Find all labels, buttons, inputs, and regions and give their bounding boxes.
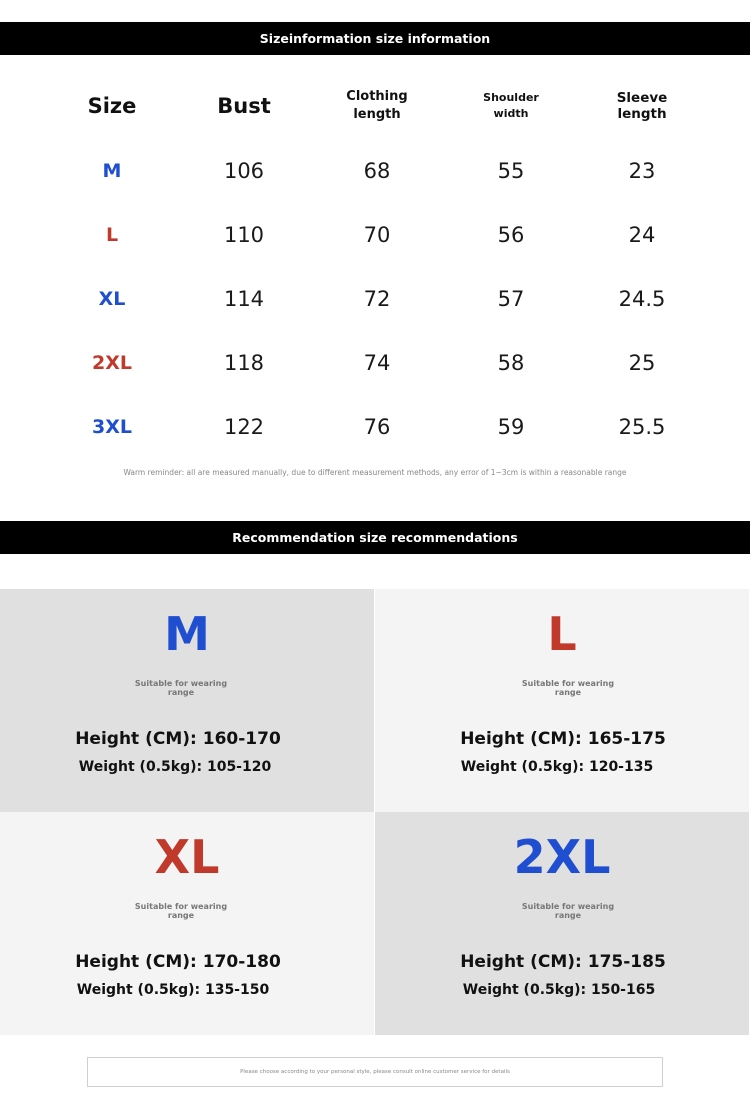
header-shoulder-line1: Shoulder (483, 91, 539, 104)
card-height: Height (CM): 165-175 (460, 729, 666, 749)
card-suitable-line1: Suitable for wearing (134, 902, 228, 911)
card-suitable-line2: range (554, 911, 582, 920)
card-suitable-line1: Suitable for wearing (521, 679, 615, 688)
header-shoulder-line2: width (493, 107, 529, 120)
card-weight: Weight (0.5kg): 120-135 (460, 759, 654, 775)
row-shoulder-width: 58 (497, 351, 525, 375)
header-clothing-length-line2: length (353, 107, 401, 122)
row-size: M (102, 160, 122, 182)
measurement-reminder: Warm reminder: all are measured manually, due to different measurement methods, any error of 1~3cm is within a reasonable range (123, 468, 627, 477)
row-sleeve-length: 25 (628, 351, 656, 375)
row-size: 2XL (92, 352, 132, 374)
card-suitable-label (121, 679, 241, 697)
header-clothing-length-line1: Clothing (346, 89, 408, 104)
card-suitable-label (508, 679, 628, 697)
card-weight: Weight (0.5kg): 150-165 (462, 982, 656, 998)
card-height: Height (CM): 160-170 (75, 729, 281, 749)
header-sleeve-length (592, 76, 692, 136)
card-weight: Weight (0.5kg): 105-120 (78, 759, 272, 775)
card-suitable-label (121, 902, 241, 920)
card-size: M (164, 607, 210, 661)
card-suitable-line2: range (167, 911, 195, 920)
row-shoulder-width: 56 (497, 223, 525, 247)
table-row (0, 397, 750, 457)
table-row (0, 205, 750, 265)
row-shoulder-width: 59 (497, 415, 525, 439)
row-clothing-length: 74 (363, 351, 391, 375)
row-sleeve-length: 24.5 (618, 287, 666, 311)
row-clothing-length: 68 (363, 159, 391, 183)
recommend-card-2xl (375, 812, 749, 1035)
card-suitable-line2: range (554, 688, 582, 697)
header-sleeve-line1: Sleeve (616, 90, 668, 106)
row-size: XL (98, 288, 126, 310)
card-height: Height (CM): 175-185 (460, 952, 666, 972)
card-weight: Weight (0.5kg): 135-150 (76, 982, 270, 998)
row-shoulder-width: 55 (497, 159, 525, 183)
card-size: 2XL (513, 830, 611, 884)
card-height: Height (CM): 170-180 (75, 952, 281, 972)
row-sleeve-length: 25.5 (618, 415, 666, 439)
row-sleeve-length: 24 (628, 223, 656, 247)
row-size: 3XL (92, 416, 132, 438)
row-bust: 106 (223, 159, 265, 183)
row-clothing-length: 76 (363, 415, 391, 439)
card-suitable-label (508, 902, 628, 920)
header-shoulder-width (461, 76, 561, 136)
header-clothing-length (327, 76, 427, 136)
card-suitable-line1: Suitable for wearing (134, 679, 228, 688)
size-table-header (0, 76, 750, 136)
row-bust: 114 (223, 287, 265, 311)
card-suitable-line2: range (167, 688, 195, 697)
card-size: XL (154, 830, 220, 884)
recommend-card-l (375, 589, 749, 812)
recommend-card-xl (0, 812, 374, 1035)
size-information-title: Sizeinformation size information (259, 31, 491, 46)
card-suitable-line1: Suitable for wearing (521, 902, 615, 911)
footer-note: Please choose according to your personal style, please consult online customer service for details (240, 1069, 510, 1075)
row-size: L (105, 224, 119, 246)
row-clothing-length: 70 (363, 223, 391, 247)
header-size: Size (87, 94, 137, 118)
recommend-card-m (0, 589, 374, 812)
size-information-banner (0, 22, 750, 55)
row-bust: 118 (223, 351, 265, 375)
recommendation-banner (0, 521, 750, 554)
table-row (0, 333, 750, 393)
row-bust: 110 (223, 223, 265, 247)
row-clothing-length: 72 (363, 287, 391, 311)
row-sleeve-length: 23 (628, 159, 656, 183)
recommendation-title: Recommendation size recommendations (232, 530, 518, 545)
row-bust: 122 (223, 415, 265, 439)
header-bust: Bust (217, 94, 271, 118)
header-sleeve-line2: length (617, 106, 667, 122)
card-size: L (547, 607, 577, 661)
footer-note-box (87, 1057, 663, 1087)
table-row (0, 269, 750, 329)
table-row (0, 141, 750, 201)
row-shoulder-width: 57 (497, 287, 525, 311)
